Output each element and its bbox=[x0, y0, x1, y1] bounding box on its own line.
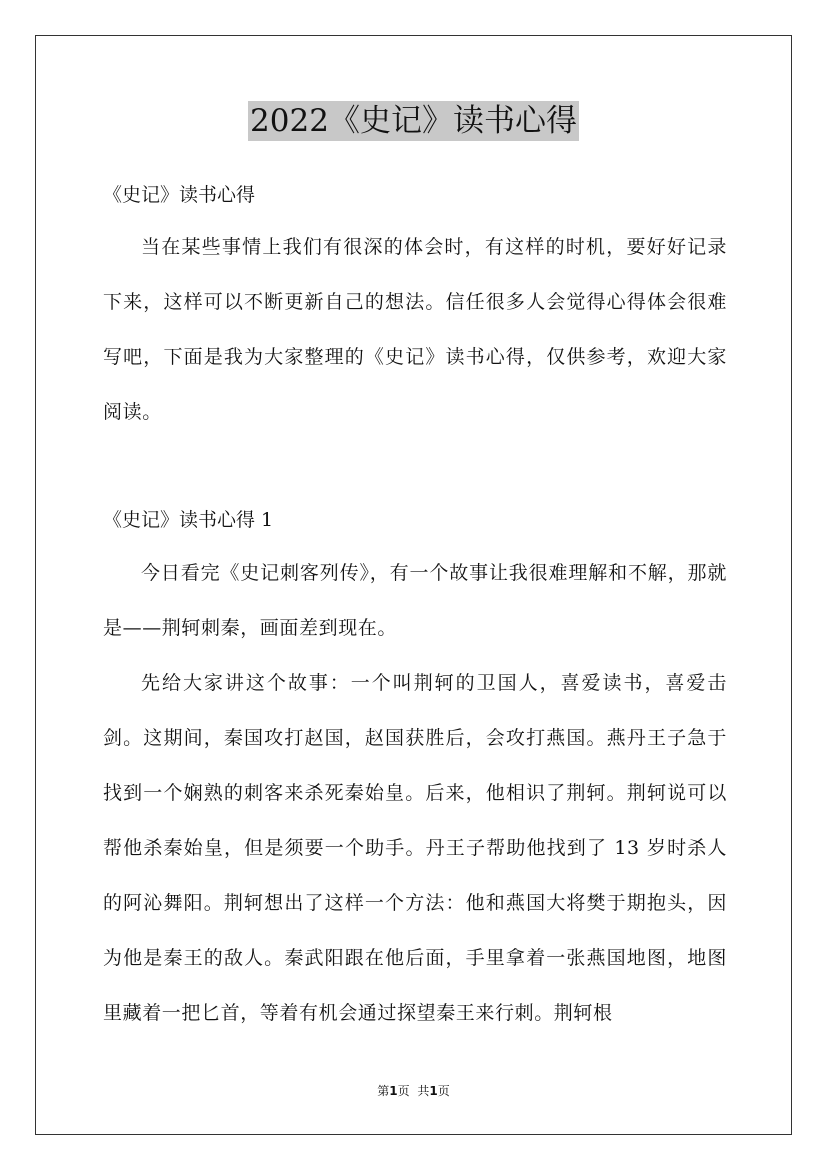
footer-page-total: 1 bbox=[429, 1084, 438, 1098]
footer-page-suffix: 页 bbox=[397, 1084, 410, 1098]
page-footer bbox=[0, 1083, 827, 1099]
paragraph-1: 今日看完《史记刺客列传》，有一个故事让我很难理解和不解，那就是——荆轲刺秦，画面差到现在。 bbox=[103, 562, 727, 639]
footer-total-prefix: 共 bbox=[417, 1084, 430, 1098]
document-title-text: 2022《史记》读书心得 bbox=[250, 103, 577, 139]
paragraph-2: 先给大家讲这个故事：一个叫荆轲的卫国人，喜爱读书，喜爱击剑。这期间，秦国攻打赵国，赵国获胜后，会攻打燕国。燕丹王子急于找到一个娴熟的刺客来杀死秦始皇。后来，他相识了荆轲。荆轲说可以帮他杀秦始皇，但是须要一个助手。丹王子帮助他找到了 13 岁时杀人的阿沁舞阳。荆轲想出了这样一个方法：他和燕国大将樊于期抱头，因为他是秦王的敌人。秦武阳跟在他后面，手里拿着一张燕国地图，地图里藏着一把匕首，等着有机会通过探望秦王来行刺。荆轲根 bbox=[103, 672, 727, 1024]
document-title bbox=[0, 101, 827, 141]
section-heading: 《史记》读书心得 1 bbox=[103, 509, 274, 531]
intro-paragraph: 当在某些事情上我们有很深的体会时，有这样的时机，要好好记录下来，这样可以不断更新自己的想法。信任很多人会觉得心得体会很难写吧，下面是我为大家整理的《史记》读书心得，仅供参考，欢迎大家阅读。 bbox=[103, 236, 727, 423]
footer-page-current: 1 bbox=[389, 1084, 398, 1098]
footer-page-prefix: 第 bbox=[377, 1084, 390, 1098]
subtitle: 《史记》读书心得 bbox=[103, 184, 256, 206]
footer-total-suffix: 页 bbox=[437, 1084, 450, 1098]
